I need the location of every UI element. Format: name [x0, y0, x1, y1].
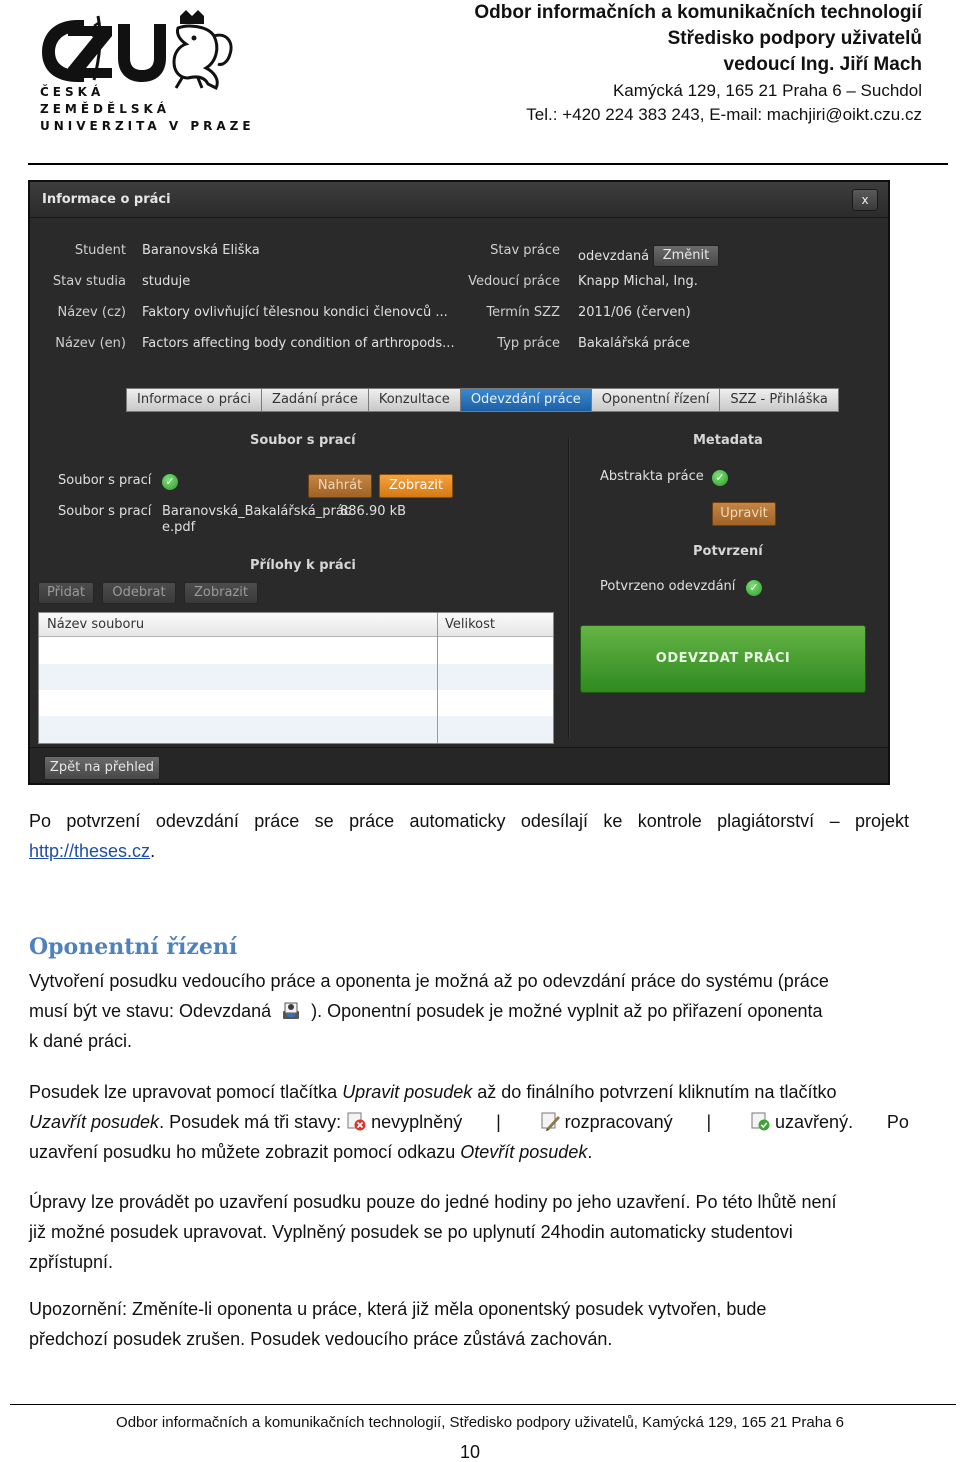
student-value: Baranovská Eliška — [142, 243, 260, 258]
tab-submission[interactable]: Odevzdání práce — [460, 388, 591, 412]
address: Kamýcká 129, 165 21 Praha 6 – Suchdol — [612, 81, 922, 100]
p5-line-2: předchozí posudek zrušen. Posudek vedoucího práce zůstává zachován. — [29, 1329, 613, 1349]
file-name-line2: e.pdf — [162, 520, 196, 535]
file-size: 886.90 kB — [340, 504, 407, 519]
p1-text: Po potvrzení odevzdání práce se práce automaticky odesílají ke kontrole plagiátorství – projekt — [29, 811, 909, 831]
dialog-title: Informace o práci — [42, 192, 171, 207]
logo-line-1: ČESKÁ — [40, 85, 105, 99]
p3-open-review: Otevřít posudek — [460, 1142, 588, 1162]
close-button[interactable]: x — [852, 189, 878, 211]
dept-head: vedoucí Ing. Jiří Mach — [723, 54, 922, 75]
col-file-name[interactable]: Název souboru — [47, 617, 145, 632]
supervisor-value: Knapp Michal, Ing. — [578, 274, 698, 289]
attachments-table — [38, 612, 554, 744]
paragraph-plagiarism — [29, 806, 909, 836]
file-name-line1: Baranovská_Bakalářská_prác — [162, 504, 351, 519]
title-cz-value: Faktory ovlivňující tělesnou kondici členovců ... — [142, 305, 448, 320]
back-to-overview-button[interactable]: Zpět na přehled — [44, 756, 160, 780]
confirmation-title: Potvrzení — [693, 544, 763, 559]
p3-i: . — [587, 1142, 593, 1162]
p3-g: uzavření posudku ho můžete zobrazit pomocí odkazu — [29, 1142, 456, 1162]
p3-f: Po — [886, 1112, 909, 1132]
table-row[interactable] — [39, 638, 553, 664]
show-attachment-button[interactable]: Zobrazit — [184, 582, 258, 604]
p4-line-2: již možné posudek upravovat. Vyplněný posudek se po uplynutí 24hodin automaticky studentovi — [29, 1222, 793, 1242]
p2-line-1: Vytvoření posudku vedoucího práce a oponenta je možná až po odevzdání práce do systému (práce — [29, 971, 829, 991]
p3-line-2-mid — [535, 1107, 673, 1137]
submission-confirmed-label: Potvrzeno odevzdání — [600, 579, 736, 594]
p4-line-1: Úpravy lze provádět po uzavření posudku pouze do jedné hodiny po jeho uzavření. Po této lhůtě není — [29, 1192, 837, 1212]
attachments-title: Přílohy k práci — [250, 558, 356, 573]
file-ok-check-icon: ✓ — [162, 474, 178, 490]
p3-state-2: rozpracovaný — [564, 1112, 673, 1132]
footer-rule — [10, 1404, 956, 1405]
contact-line: Tel.: +420 224 383 243, E-mail: machjiri@oikt.czu.cz — [526, 105, 922, 124]
p5-line-1: Upozornění: Změníte-li oponenta u práce, která již měla oponentský posudek vytvořen, bude — [29, 1299, 767, 1319]
p3-state-1: nevyplněný — [371, 1112, 463, 1132]
table-row[interactable] — [39, 716, 553, 743]
p3-sep-2: | — [706, 1112, 712, 1132]
title-en-value: Factors affecting body condition of arthropods... — [142, 336, 455, 351]
p2-line-2 — [29, 996, 909, 1026]
p3-line-2 — [29, 1107, 909, 1137]
tab-assignment[interactable]: Zadání práce — [261, 388, 368, 412]
edit-metadata-button[interactable]: Upravit — [712, 502, 776, 526]
not-filled-state-icon — [345, 1110, 367, 1132]
thesis-status-label: Stav práce — [490, 243, 560, 258]
submit-thesis-button[interactable]: ODEVZDAT PRÁCI — [580, 625, 866, 693]
dialog-tabs — [126, 388, 839, 412]
supervisor-label: Vedoucí práce — [468, 274, 560, 289]
dialog-titlebar — [30, 182, 888, 218]
page-number: 10 — [459, 1442, 481, 1462]
panel-divider — [568, 438, 570, 738]
logo-line-2: ZEMĚDĚLSKÁ — [40, 102, 171, 116]
p2-line-2a: musí být ve stavu: Odevzdaná — [29, 1001, 272, 1021]
thesis-status-value: odevzdaná — [578, 249, 650, 264]
tab-consultation[interactable]: Konzultace — [368, 388, 460, 412]
file-section-title: Soubor s prací — [250, 433, 356, 448]
title-en-label: Název (en) — [55, 336, 126, 351]
header-rule — [28, 163, 948, 165]
change-status-button[interactable]: Změnit — [653, 245, 719, 267]
dialog-footer — [30, 747, 888, 783]
p3-e: . Posudek má tři stavy: — [159, 1112, 342, 1132]
p3-line-3 — [29, 1137, 909, 1167]
p3-line-2-right — [745, 1107, 853, 1137]
thesis-type-label: Typ práce — [497, 336, 560, 351]
paragraph-review-intro — [29, 966, 909, 1056]
tab-szz-registration[interactable]: SZZ - Přihláška — [719, 388, 838, 412]
p3-close-review: Uzavřít posudek — [29, 1112, 160, 1132]
p3-line-2-left — [29, 1107, 462, 1137]
p3-state-3: uzavřený. — [775, 1112, 854, 1132]
paragraph-warning — [29, 1294, 909, 1354]
szz-term-label: Termín SZZ — [486, 305, 560, 320]
submitted-status-icon — [280, 999, 302, 1021]
metadata-title: Metadata — [693, 433, 763, 448]
letterhead-contact — [474, 0, 922, 127]
p2-line-3: k dané práci. — [29, 1031, 133, 1051]
p3-a: Posudek lze upravovat pomocí tlačítka — [29, 1082, 338, 1102]
p3-c: až do finálního potvrzení kliknutím na tlačítko — [477, 1082, 837, 1102]
in-progress-state-icon — [539, 1110, 561, 1132]
file-row2-label: Soubor s prací — [58, 504, 152, 519]
confirmed-check-icon: ✓ — [746, 580, 762, 596]
paragraph-edit-window — [29, 1187, 909, 1277]
org-name: Odbor informačních a komunikačních technologií — [474, 2, 922, 23]
dept-name: Středisko podpory uživatelů — [667, 28, 922, 49]
tab-thesis-info[interactable]: Informace o práci — [126, 388, 261, 412]
show-file-button[interactable]: Zobrazit — [379, 474, 453, 498]
theses-link[interactable]: http://theses.cz — [29, 841, 151, 861]
file-row1-label: Soubor s prací — [58, 473, 152, 488]
thesis-type-value: Bakalářská práce — [578, 336, 690, 351]
study-status-label: Stav studia — [52, 274, 126, 289]
add-attachment-button[interactable]: Přidat — [38, 582, 94, 604]
p4-line-3: zpřístupní. — [29, 1252, 114, 1272]
upload-button[interactable]: Nahrát — [308, 474, 372, 498]
logo-line-3: UNIVERZITA V PRAZE — [40, 119, 255, 133]
column-separator — [437, 613, 438, 743]
abstract-ok-check-icon: ✓ — [712, 470, 728, 486]
footer-text: Odbor informačních a komunikačních technologií, Středisko podpory uživatelů, Kamýcká 129, 165 21 Praha 6 — [116, 1414, 844, 1431]
study-status-value: studuje — [142, 274, 191, 289]
szz-term-value: 2011/06 (červen) — [578, 305, 691, 320]
thesis-info-dialog — [28, 180, 890, 785]
table-row[interactable] — [39, 690, 553, 716]
p3-line-1 — [29, 1077, 909, 1107]
remove-attachment-button[interactable]: Odebrat — [102, 582, 176, 604]
p3-sep-1: | — [496, 1112, 501, 1132]
p3-edit-review: Upravit posudek — [342, 1082, 473, 1102]
section-heading: Oponentní řízení — [29, 934, 238, 960]
logo-text — [40, 84, 255, 135]
letterhead — [0, 0, 960, 166]
p2-line-2b: ). Oponentní posudek je možné vyplnit až po přiřazení oponenta — [311, 1001, 823, 1021]
closed-state-icon — [749, 1110, 771, 1132]
tab-review[interactable]: Oponentní řízení — [591, 388, 720, 412]
col-file-size[interactable]: Velikost — [445, 617, 495, 632]
p1-end: . — [150, 841, 156, 861]
abstract-label: Abstrakta práce — [600, 469, 704, 484]
title-cz-label: Název (cz) — [57, 305, 126, 320]
student-label: Student — [74, 243, 126, 258]
paragraph-plagiarism-link — [29, 836, 909, 866]
table-header — [39, 613, 553, 637]
paragraph-review-states — [29, 1077, 909, 1167]
table-row[interactable] — [39, 664, 553, 690]
